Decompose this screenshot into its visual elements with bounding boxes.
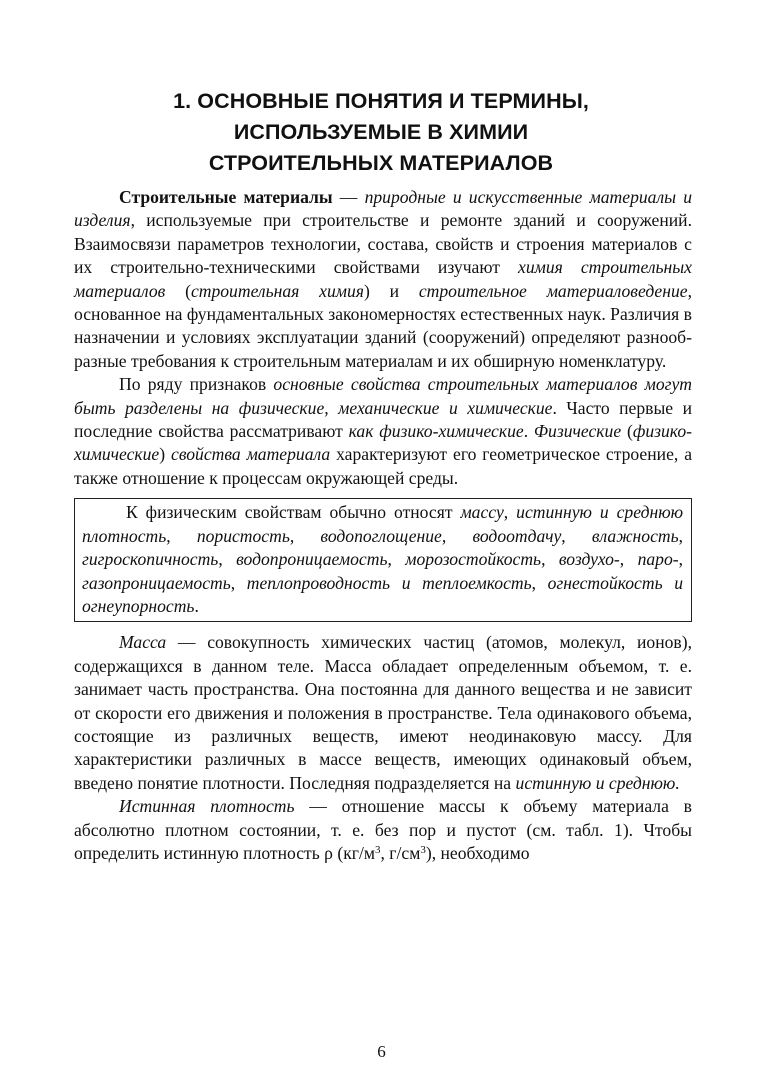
italic-run: пористость [196,525,290,546]
italic-run: огнестойкость и огнеупорность [82,572,684,616]
text-run: , [678,549,684,570]
box-paragraph [82,501,683,618]
chapter-title-line-2: ИСПОЛЬЗУЕМЫЕ В ХИМИИ [233,120,529,144]
text-run: — совокупность химических частиц (атомов, молекул, ионов), содержащихся в данном теле. Масса обладает определенным объемом, т. е. занимает часть пространства. Она постоянна для данного вещества и не зависит от скорости его движения и положения в пространстве. Тела одинакового объема, состоящие из различных веществ, имеют неодинаковую массу. Для характеристики различных в массе веществ, имеющих одинаковый объем, введено понятие плотности. Последняя подразделяется на [74,632,692,793]
text-run: , используемые при строительстве и ремонте зданий и сооружений. Взаимосвязи параметров технологии, состава, свойств и строения материалов с их строительно-техническими свойствами изучают [74,210,692,278]
chapter-title [70,86,692,179]
text-run: , г/см [380,842,421,863]
italic-run: массу [460,502,504,523]
paragraph-mass [74,631,692,795]
italic-run: строительная химия [190,280,364,301]
text-run: , [289,525,321,546]
italic-run: морозостойкость [405,549,542,570]
italic-run: теплопроводность и теплоемкость [246,572,532,593]
italic-run: газопроницаемость [82,572,231,593]
text-run: ( [165,280,191,301]
text-run: , [218,549,237,570]
text-run: ), необходимо [425,842,530,863]
text-run: , [561,525,592,546]
superscript: 3 [375,843,381,856]
text-run: ) [159,444,172,465]
text-run: , основанное на фундаментальных закономерностях естественных наук. Различия в назначении и условиях эксплуатации зданий (сооружений) определяют разнообразные требования к строительным материалам и их обширную номенклатуру. [74,280,692,371]
italic-run: гигроскопичность [82,549,219,570]
physical-properties-box [74,498,692,622]
term-true-density: Истинная плотность [119,796,295,817]
text-run: ( [621,421,633,442]
text-run: . [523,421,534,442]
page-number: 6 [377,1042,386,1061]
italic-run: строительное материаловедение [418,280,688,301]
text-run: . [194,595,199,616]
text-run: , [387,549,406,570]
text-run: ) и [363,280,419,301]
italic-run: основные свойства строительных материалов могут быть разделены на физические, механические и химические [74,374,692,418]
text-run: , [441,525,473,546]
text-run: , [503,502,517,523]
text-run: По ряду признаков [119,374,274,395]
chapter-title-line-1: 1. ОСНОВНЫЕ ПОНЯТИЯ И ТЕРМИНЫ, [173,89,589,113]
paragraph-properties [74,373,692,490]
italic-run: водоотдачу [472,525,562,546]
text-run: , [531,572,548,593]
text-run: , [678,525,684,546]
paragraph-true-density [74,795,692,865]
term-building-materials: Строительные материалы [119,187,333,207]
text-run: — [332,187,365,207]
text-run: характеризуют его геометрическое строение, а также отношение к процессам окружающей среды. [74,444,692,488]
text-run: К физическим свойствам обычно относят [126,502,461,523]
italic-run: свойства материала [171,444,331,465]
italic-run: как физико-химические [348,421,524,442]
italic-run: природные и искусственные материалы и изделия [74,187,692,231]
paragraph-building-materials [74,186,692,373]
text-run: — отношение массы к объему материала в абсолютно плотном состоянии, т. е. без пор и пустот (см. табл. 1). Чтобы определить истинную плотность ρ (кг/м [74,796,692,863]
italic-run: физико-химические [74,421,692,465]
italic-run: истинную и среднюю плотность [82,502,684,546]
body-text [74,186,692,865]
text-run: , [619,549,638,570]
superscript: 3 [420,843,426,856]
term-mass: Масса [119,632,167,653]
text-run: . Часто первые и последние свойства рассматривают [74,397,692,442]
italic-run: химия строительных материалов [74,257,692,301]
italic-run: паро- [637,549,679,570]
text-run: , [230,572,247,593]
text-run: , [166,525,197,546]
italic-run: влажность [591,525,679,546]
italic-run: водопоглощение [320,525,442,546]
chapter-title-line-3: СТРОИТЕЛЬНЫХ МАТЕРИАЛОВ [208,151,554,175]
italic-run: водопроницаемость [236,549,388,570]
italic-run: истинную и среднюю. [515,772,680,793]
italic-run: Физические [533,421,622,442]
text-run: , [541,549,559,570]
italic-run: воздухо- [558,549,620,570]
